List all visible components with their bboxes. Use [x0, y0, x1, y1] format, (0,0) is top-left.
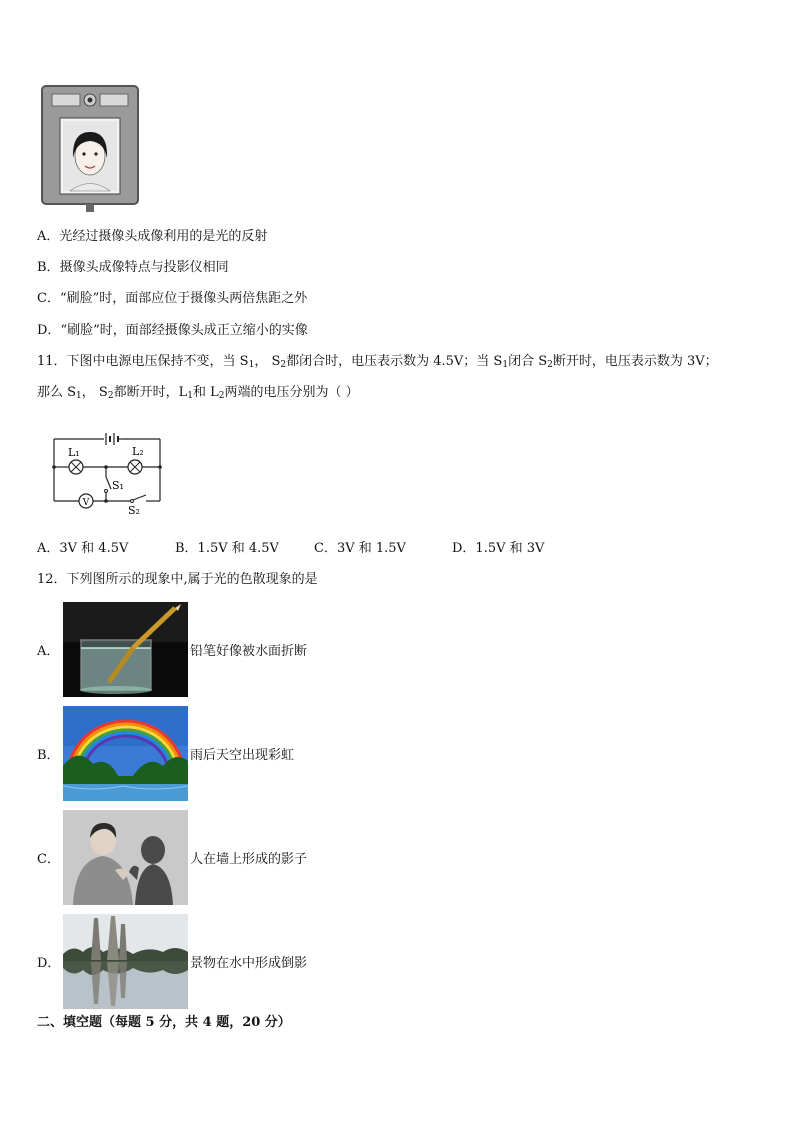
lamp-l2-symbol: [128, 460, 142, 474]
q11-option-d: D．1.5V 和 3V: [452, 541, 545, 556]
q11-option-b: B．1.5V 和 4.5V: [175, 541, 279, 556]
q12-option-c-label: C．: [37, 852, 60, 867]
reflection-in-water-image: [63, 914, 188, 1009]
battery-symbol: [106, 433, 124, 445]
pencil-in-water-image: [63, 602, 188, 697]
q11-stem-line1: 11．下图中电源电压保持不变，当 $S_1$， $S_2$都闭合时，电压表示数为 4.5V；当 $S_1$闭合 $S_2$断开时，电压表示数为 3V；: [37, 354, 718, 370]
section-2-heading: 二、填空题（每题 5 分，共 4 题，20 分）: [37, 1015, 291, 1030]
q12-option-a-caption: 铅笔好像被水面折断: [190, 644, 308, 659]
svg-text:V: V: [82, 498, 90, 508]
label-l2: L₂: [132, 445, 144, 458]
q10-option-c: C．“刷脸”时，面部应位于摄像头两倍焦距之外: [37, 291, 308, 306]
q12-option-c-caption: 人在墙上形成的影子: [190, 852, 308, 867]
q11-option-c: C．3V 和 1.5V: [314, 541, 406, 556]
rainbow-image: [63, 706, 188, 801]
q10-option-d: D．“刷脸”时，面部经摄像头成正立缩小的实像: [37, 323, 308, 338]
lamp-l1-symbol: [69, 460, 83, 474]
circuit-diagram: [48, 425, 168, 517]
q11-option-a: A．3V 和 4.5V: [37, 541, 129, 556]
q12-stem: 12．下列图所示的现象中,属于光的色散现象的是: [37, 572, 318, 587]
voltmeter-symbol: [79, 494, 93, 508]
label-l1: L₁: [68, 446, 80, 459]
q11-stem-line2: 那么 $S_1$， $S_2$都断开时，$L_1$和 $L_2$两端的电压分别为（ ）: [37, 385, 359, 401]
q12-option-a-label: A．: [37, 644, 60, 659]
q10-option-b: B．摄像头成像特点与投影仪相同: [37, 260, 229, 275]
q10-option-a: A．光经过摄像头成像利用的是光的反射: [37, 229, 268, 244]
q12-option-b-caption: 雨后天空出现彩虹: [190, 748, 295, 763]
q12-option-d-label: D．: [37, 956, 61, 971]
shadow-on-wall-image: [63, 810, 188, 905]
q12-option-b-label: B．: [37, 748, 60, 763]
label-s2: S₂: [128, 504, 140, 517]
q12-option-d-caption: 景物在水中形成倒影: [190, 956, 308, 971]
label-s1: S₁: [112, 479, 124, 492]
face-scanner-image: [40, 84, 140, 214]
